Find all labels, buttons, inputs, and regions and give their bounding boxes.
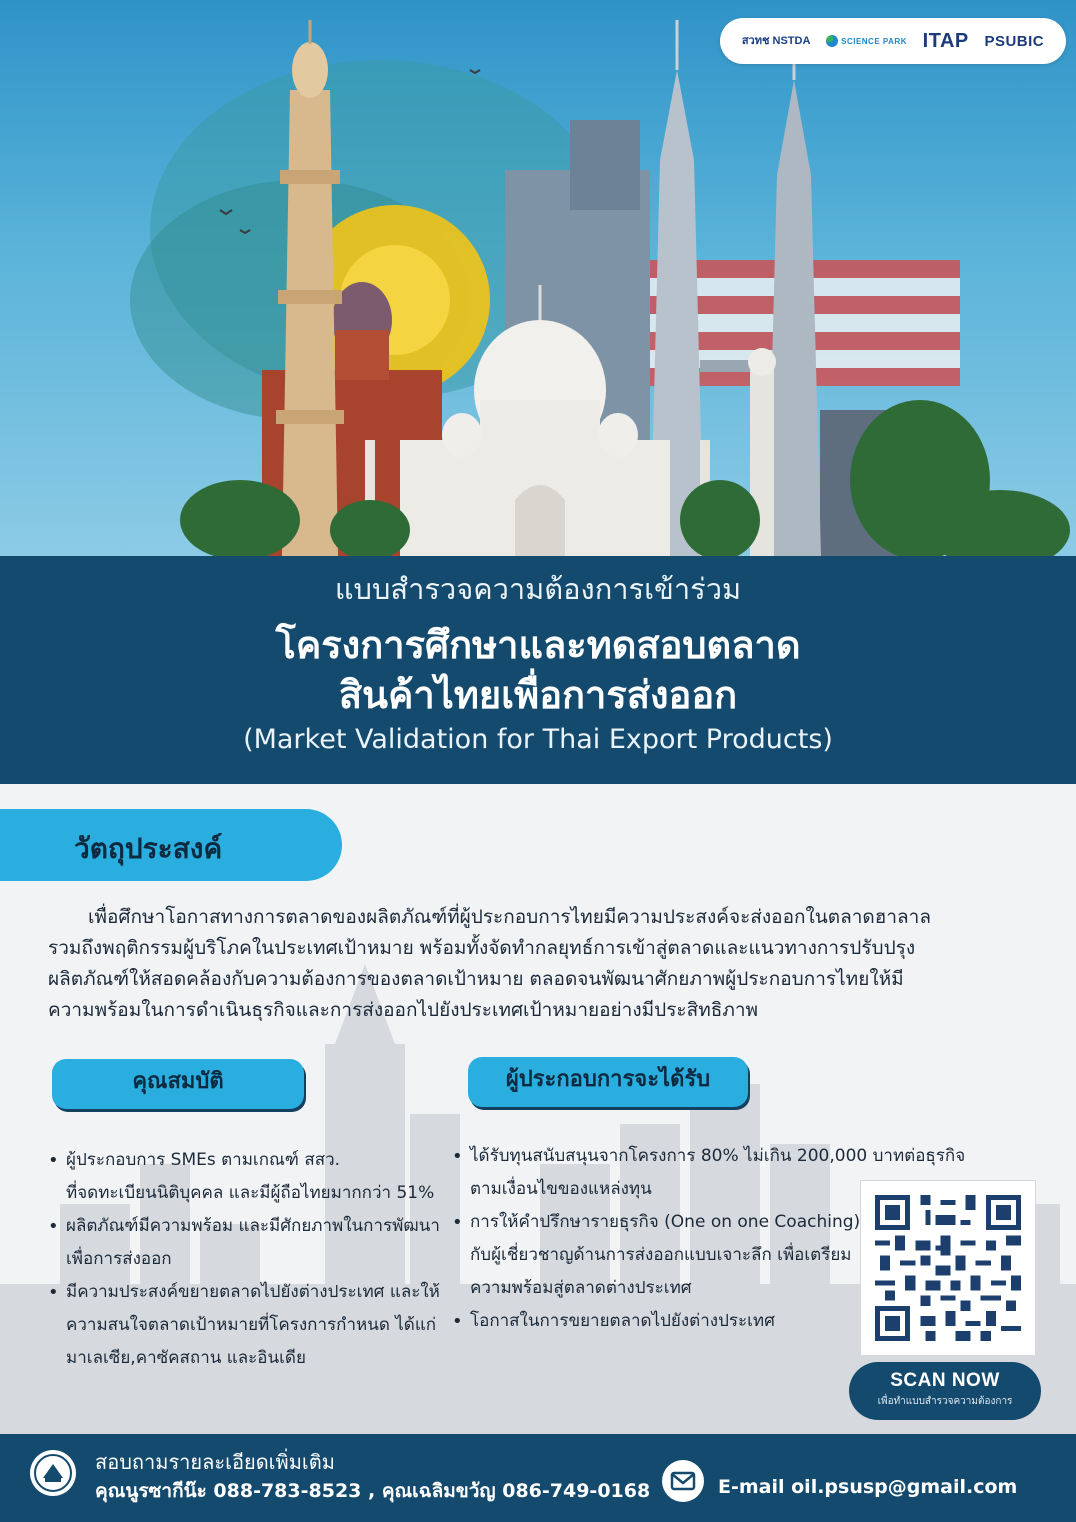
- list-item-text: • ผู้ประกอบการ SMEs ตามเกณฑ์ สสว.: [66, 1150, 341, 1170]
- contact-email[interactable]: E-mail oil.psusp@gmail.com: [718, 1476, 1018, 1498]
- list-item: [48, 1210, 438, 1276]
- list-item-text: ความสนใจตลาดเป้าหมายที่โครงการกำหนด ได้แก่: [66, 1315, 437, 1335]
- science-park-label: SCIENCE PARK: [841, 36, 907, 46]
- nstda-logo: สวทช NSTDA: [741, 34, 811, 47]
- list-item-text: ตามเงื่อนไขของแหล่งทุน: [470, 1179, 652, 1199]
- objective-line: ผลิตภัณฑ์ให้สอดคล้องกับความต้องการของตลาดเป้าหมาย ตลอดจนพัฒนาศักยภาพผู้ประกอบการไทยให้มี: [48, 968, 904, 990]
- partner-logos: [720, 18, 1066, 64]
- list-item: [48, 1276, 438, 1375]
- contact-heading: สอบถามรายละเอียดเพิ่มเติม: [95, 1450, 335, 1474]
- hero-banner: [0, 0, 1076, 556]
- qualifications-heading: คุณสมบัติ: [52, 1059, 304, 1109]
- list-item-text: กับผู้เชี่ยวชาญด้านการส่งออกแบบเจาะลึก เพื่อเตรียม: [470, 1245, 852, 1265]
- organization-seal-icon: [30, 1450, 76, 1496]
- psubic-logo: PSUBIC: [984, 32, 1045, 50]
- itap-logo: ITAP: [922, 29, 969, 52]
- project-english-title: (Market Validation for Thai Export Products): [243, 724, 833, 755]
- list-item-text: มาเลเซีย,คาซัคสถาน และอินเดีย: [66, 1348, 306, 1368]
- content-area: [0, 784, 1076, 1434]
- list-item: [48, 1144, 438, 1210]
- project-title-line-2: สินค้าไทยเพื่อการส่งออก: [338, 673, 738, 717]
- scan-now-subtitle: เพื่อทำแบบสำรวจความต้องการ: [877, 1396, 1013, 1407]
- list-item-text: • ผลิตภัณฑ์มีความพร้อม และมีศักยภาพในการพัฒนา: [66, 1216, 440, 1236]
- objective-paragraph: [48, 902, 1030, 1026]
- list-item-text: • การให้คำปรึกษารายธุรกิจ (One on one Coaching): [470, 1212, 861, 1232]
- contact-footer: [0, 1434, 1076, 1522]
- mail-icon: [662, 1460, 704, 1502]
- objective-line: เพื่อศึกษาโอกาสทางการตลาดของผลิตภัณฑ์ที่ผู้ประกอบการไทยมีความประสงค์จะส่งออกในตลาดฮาลาล: [88, 906, 931, 928]
- qr-code-icon: [875, 1195, 1021, 1341]
- list-item-text: • ได้รับทุนสนับสนุนจากโครงการ 80% ไม่เกิน 200,000 บาทต่อธุรกิจ: [470, 1146, 966, 1166]
- objective-line: รวมถึงพฤติกรรมผู้บริโภคในประเทศเป้าหมาย พร้อมทั้งจัดทำกลยุทธ์การเข้าสู่ตลาดและแนวทางการปรับปรุง: [48, 937, 916, 959]
- list-item-text: เพื่อการส่งออก: [66, 1249, 172, 1269]
- qualifications-list: [48, 1144, 438, 1375]
- scan-now-label: SCAN NOW: [890, 1370, 1000, 1391]
- title-band: [0, 556, 1076, 784]
- list-item-text: • โอกาสในการขยายตลาดไปยังต่างประเทศ: [470, 1311, 775, 1331]
- list-item-text: • มีความประสงค์ขยายตลาดไปยังต่างประเทศ และให้: [66, 1282, 440, 1302]
- list-item-text: ความพร้อมสู่ตลาดต่างประเทศ: [470, 1278, 692, 1298]
- science-park-logo: [826, 35, 907, 47]
- benefits-heading: ผู้ประกอบการจะได้รับ: [468, 1057, 748, 1107]
- landmarks-illustration: [0, 0, 1076, 556]
- contact-phones: คุณนูรซากีน๊ะ 088-783-8523 , คุณเฉลิมขวัญ 086-749-0168: [95, 1480, 651, 1502]
- objective-heading-tab: [0, 809, 342, 881]
- list-item-text: ที่จดทะเบียนนิติบุคคล และมีผู้ถือไทยมากกว่า 51%: [66, 1183, 435, 1203]
- science-park-mark-icon: [826, 35, 838, 47]
- project-title-line-1: โครงการศึกษาและทดสอบตลาด: [275, 623, 801, 667]
- survey-title: แบบสำรวจความต้องการเข้าร่วม: [334, 572, 742, 606]
- scan-now-button[interactable]: [849, 1362, 1041, 1420]
- objective-line: ความพร้อมในการดำเนินธุรกิจและการส่งออกไปยังประเทศเป้าหมายอย่างมีประสิทธิภาพ: [48, 999, 759, 1021]
- objective-heading: วัตถุประสงค์: [74, 832, 223, 865]
- survey-qr-code[interactable]: [860, 1180, 1036, 1356]
